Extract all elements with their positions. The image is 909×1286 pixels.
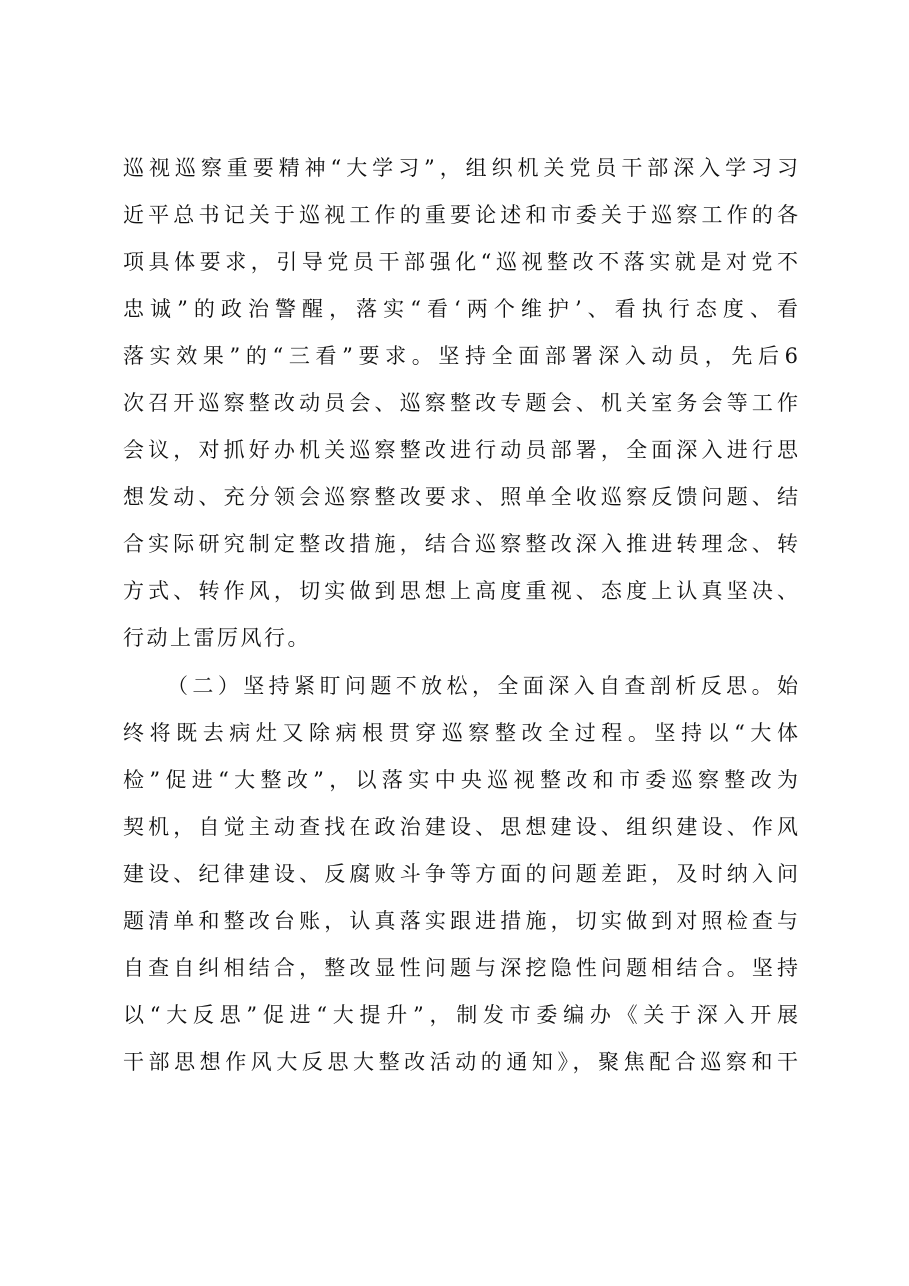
paragraph-line: 近平总书记关于巡视工作的重要论述和市委关于巡察工作的各 (123, 203, 798, 227)
paragraph-line: 以“大反思”促进“大提升”，制发市委编办《关于深入开展 (123, 1003, 798, 1027)
paragraph-line: 行动上雷厉风行。 (123, 626, 311, 650)
paragraph-line: 检”促进“大整改”，以落实中央巡视整改和市委巡察整改为 (123, 768, 798, 792)
paragraph-line: 想发动、充分领会巡察整改要求、照单全收巡察反馈问题、结 (123, 485, 798, 509)
paragraph-line: 巡视巡察重要精神“大学习”，组织机关党员干部深入学习习 (123, 156, 798, 180)
paragraph-line: 终将既去病灶又除病根贯穿巡察整改全过程。坚持以“大体 (123, 721, 798, 745)
paragraph-line: 自查自纠相结合，整改显性问题与深挖隐性问题相结合。坚持 (123, 956, 798, 980)
paragraph-line: 次召开巡察整改动员会、巡察整改专题会、机关室务会等工作 (123, 391, 798, 415)
paragraph-line: 契机，自觉主动查找在政治建设、思想建设、组织建设、作风 (123, 815, 798, 839)
paragraph-line: 会议，对抓好办机关巡察整改进行动员部署，全面深入进行思 (123, 438, 798, 462)
paragraph-line: 建设、纪律建设、反腐败斗争等方面的问题差距，及时纳入问 (123, 862, 798, 886)
paragraph-line: 忠诚”的政治警醒，落实“看‘两个维护’、看执行态度、看 (123, 297, 798, 321)
paragraph-line: 方式、转作风，切实做到思想上高度重视、态度上认真坚决、 (123, 579, 798, 603)
paragraph-line: 合实际研究制定整改措施，结合巡察整改深入推进转理念、转 (123, 532, 798, 556)
paragraph-line: 题清单和整改台账，认真落实跟进措施，切实做到对照检查与 (123, 909, 798, 933)
paragraph-line: 项具体要求，引导党员干部强化“巡视整改不落实就是对党不 (123, 250, 798, 274)
paragraph-line: 落实效果”的“三看”要求。坚持全面部署深入动员，先后6 (123, 344, 798, 368)
paragraph-line: 干部思想作风大反思大整改活动的通知》，聚焦配合巡察和干 (123, 1050, 798, 1074)
section-heading-line: （二）坚持紧盯问题不放松，全面深入自查剖析反思。始 (167, 674, 798, 698)
